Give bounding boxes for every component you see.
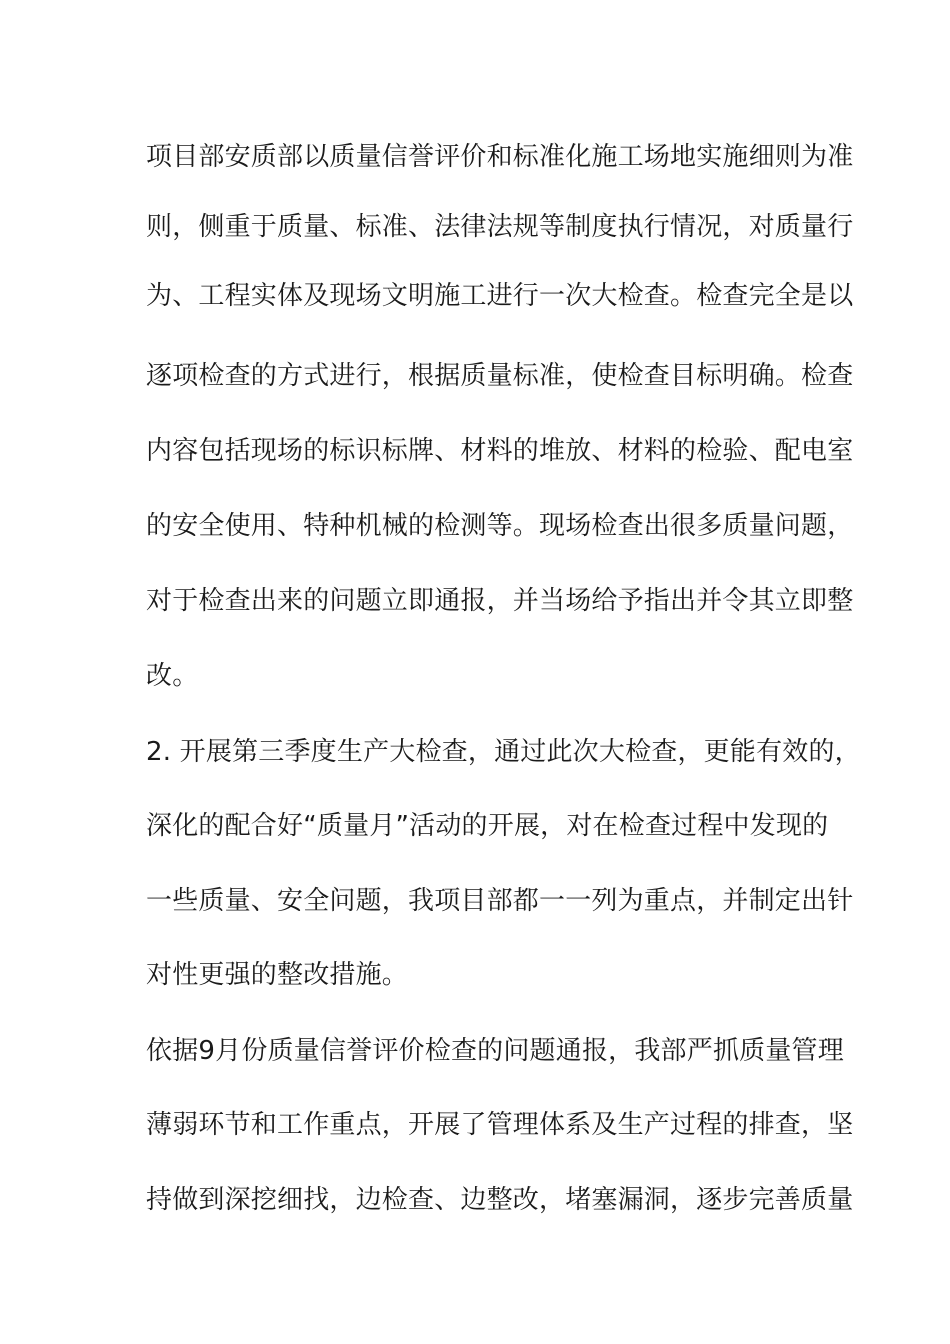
- text-line: 改。: [146, 661, 199, 691]
- text-line: 持做到深挖细找，边检查、边整改，堵塞漏洞，逐步完善质量: [146, 1185, 854, 1215]
- text-line: 则，侧重于质量、标准、法律法规等制度执行情况，对质量行: [146, 212, 854, 242]
- text-line: 2. 开展第三季度生产大检查，通过此次大检查，更能有效的，: [146, 737, 861, 767]
- text-line: 薄弱环节和工作重点，开展了管理体系及生产过程的排查，坚: [146, 1110, 854, 1140]
- text-line: 对于检查出来的问题立即通报，并当场给予指出并令其立即整: [146, 586, 854, 616]
- text-line: 的安全使用、特种机械的检测等。现场检查出很多质量问题，: [146, 511, 854, 541]
- text-line: 内容包括现场的标识标牌、材料的堆放、材料的检验、配电室: [146, 436, 854, 466]
- text-line: 深化的配合好“质量月”活动的开展，对在检查过程中发现的: [146, 811, 829, 841]
- text-line: 对性更强的整改措施。: [146, 960, 409, 990]
- text-line: 为、工程实体及现场文明施工进行一次大检查。检查完全是以: [146, 281, 854, 311]
- text-line: 依据9月份质量信誉评价检查的问题通报，我部严抓质量管理: [146, 1036, 844, 1066]
- text-line: 逐项检查的方式进行，根据质量标准，使检查目标明确。检查: [146, 361, 854, 391]
- text-line: 一些质量、安全问题，我项目部都一一列为重点，并制定出针: [146, 886, 854, 916]
- text-line: 项目部安质部以质量信誉评价和标准化施工场地实施细则为准: [146, 142, 854, 172]
